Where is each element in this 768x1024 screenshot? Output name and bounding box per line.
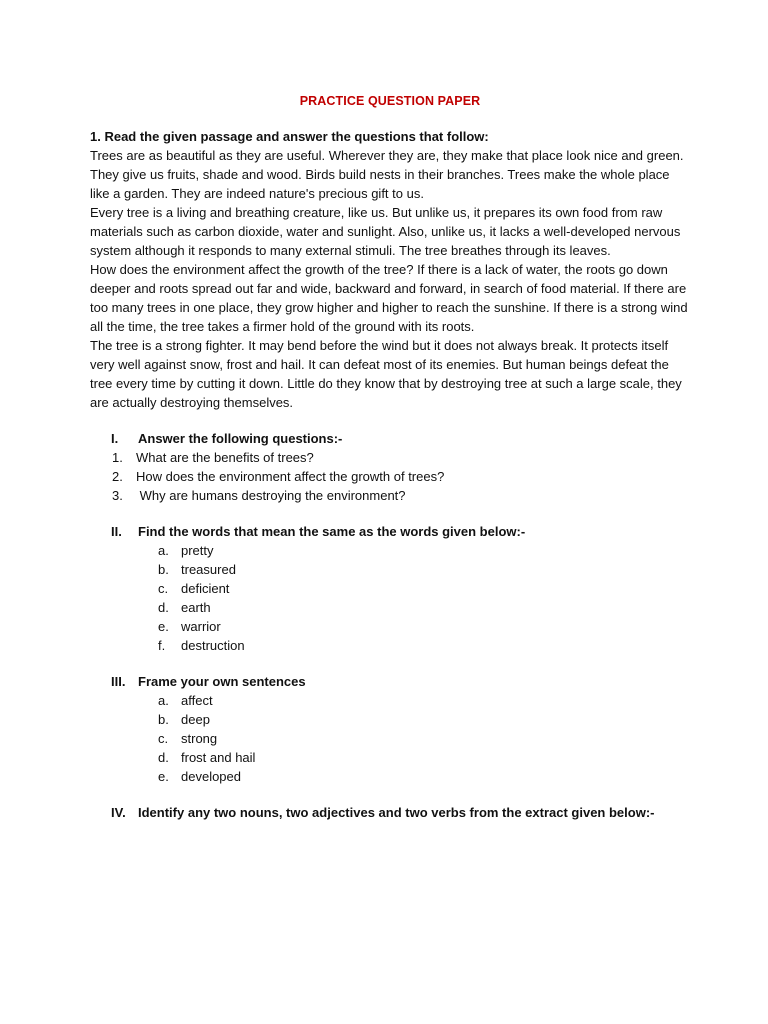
passage-paragraph: How does the environment affect the growth of the tree? If there is a lack of water, the roots go down deeper and roots spread out far and wide, backward and forward, in search of food material. If there are too many trees in one place, they grow higher and higher to reach the sunshine. If there is a strong wind all the time, the tree takes a firmer hold of the ground with its roots.: [90, 262, 688, 334]
section-heading: [90, 672, 690, 691]
list-marker: f.: [158, 638, 166, 653]
list-item-text: affect: [181, 693, 213, 708]
list-item: [90, 541, 690, 560]
list-item: [90, 767, 690, 786]
list-item-text: What are the benefits of trees?: [136, 450, 314, 465]
list-item: [90, 636, 690, 655]
list-marker: 2.: [112, 469, 123, 484]
section-heading: [90, 803, 690, 822]
reading-passage: [90, 146, 690, 412]
section-iv: [90, 803, 690, 822]
word-list: [90, 541, 690, 655]
list-item: [90, 467, 690, 486]
section-iii: [90, 672, 690, 786]
list-item: [90, 598, 690, 617]
list-item: [90, 710, 690, 729]
section-title: Frame your own sentences: [138, 674, 306, 689]
section-numeral: IV.: [111, 805, 126, 820]
page-title: PRACTICE QUESTION PAPER: [299, 94, 481, 108]
list-item-text: pretty: [181, 543, 214, 558]
list-item: [90, 579, 690, 598]
section-numeral: II.: [111, 524, 122, 539]
list-marker: 3.: [112, 488, 123, 503]
list-item: [90, 560, 690, 579]
list-item-text: earth: [181, 600, 211, 615]
list-item-text: warrior: [181, 619, 221, 634]
passage-paragraph: Every tree is a living and breathing creature, like us. But unlike us, it prepares its own food from raw materials such as carbon dioxide, water and sunlight. Also, unlike us, it lacks a well-developed nervous system although it responds to many external stimuli. The tree breathes through its leaves.: [90, 205, 681, 258]
list-marker: c.: [158, 731, 169, 746]
list-item-text: deficient: [181, 581, 230, 596]
section-title: Identify any two nouns, two adjectives and two verbs from the extract given below:-: [138, 805, 655, 820]
list-item: [90, 486, 690, 505]
list-marker: a.: [158, 693, 169, 708]
passage-paragraph: The tree is a strong fighter. It may bend before the wind but it does not always break. It protects itself very well against snow, frost and hail. It can defeat most of its enemies. But human beings defeat the tree every time by cutting it down. Little do they know that by destroying tree at such a large scale, they are actually destroying themselves.: [90, 338, 682, 410]
section-title: Find the words that mean the same as the words given below:-: [138, 524, 526, 539]
section-ii: [90, 522, 690, 655]
document-page: [90, 92, 690, 822]
list-item: [90, 617, 690, 636]
list-item-text: Why are humans destroying the environment?: [136, 488, 406, 503]
list-item-text: developed: [181, 769, 241, 784]
list-marker: b.: [158, 712, 169, 727]
question-1-heading: 1. Read the given passage and answer the questions that follow:: [90, 129, 489, 144]
list-item-text: strong: [181, 731, 218, 746]
list-marker: 1.: [112, 450, 123, 465]
section-numeral: III.: [111, 674, 126, 689]
passage-paragraph: Trees are as beautiful as they are useful. Wherever they are, they make that place look nice and green. They give us fruits, shade and wood. Birds build nests in their branches. Trees make the whole place like a garden. They are indeed nature's precious gift to us.: [90, 148, 684, 201]
word-list: [90, 691, 690, 786]
section-heading: [90, 522, 690, 541]
section-title: Answer the following questions:-: [138, 431, 343, 446]
list-marker: e.: [158, 619, 169, 634]
question-list: [90, 448, 690, 505]
list-marker: e.: [158, 769, 169, 784]
section-numeral: I.: [111, 431, 119, 446]
list-item: [90, 691, 690, 710]
list-item: [90, 729, 690, 748]
list-marker: a.: [158, 543, 169, 558]
list-marker: d.: [158, 600, 169, 615]
list-item: [90, 748, 690, 767]
list-item-text: treasured: [181, 562, 236, 577]
list-marker: b.: [158, 562, 169, 577]
section-i: [90, 429, 690, 505]
list-item: [90, 448, 690, 467]
list-marker: c.: [158, 581, 169, 596]
list-marker: d.: [158, 750, 169, 765]
list-item-text: frost and hail: [181, 750, 256, 765]
list-item-text: How does the environment affect the growth of trees?: [136, 469, 445, 484]
list-item-text: destruction: [181, 638, 245, 653]
list-item-text: deep: [181, 712, 210, 727]
section-heading: [90, 429, 690, 448]
